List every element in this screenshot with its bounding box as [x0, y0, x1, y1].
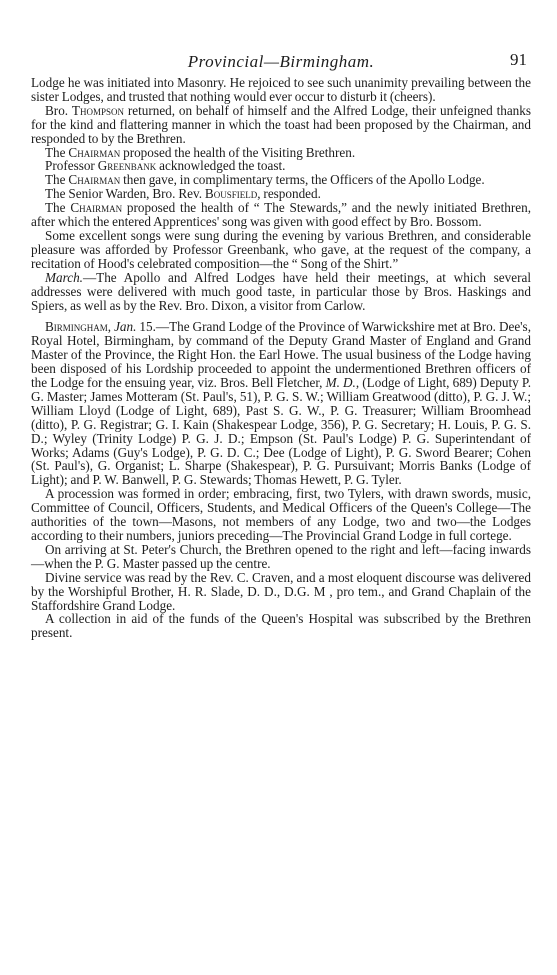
- paragraph: [31, 229, 531, 271]
- text-run: The: [45, 172, 69, 188]
- paragraph: [31, 187, 531, 201]
- text-run: The: [45, 144, 69, 160]
- text-run: , (Lodge of Light, 689) Deputy P. G. Master; James Motteram (St. Paul's, 51), P. G. S. W.; William Greatwood (ditto), P. G. J. W.; William Lloyd (Lodge of Light, 689), Past S. G. W., P. G. Treasurer; William Broomhead (ditto), P. G. Registrar; G. I. Kain (Shakespear Lodge, 356), P. G. Secretary; H. Louis, P. G. S. D.; Wyley (Trinity Lodge) P. G. J. D.; Empson (St. Paul's Lodge) P. G. Superintendant of Works; Adams (Guy's Lodge), P. G. D. C.; Dee (Lodge of Light), P. G. Sword Bearer; Cohen (St. Paul's), G. Organist; L. Sharpe (Shakespear), P. G. Pursuivant; Morris Banks (Lodge of Light); and P. W. Banwell, P. G. Stewards; Thomas Hewett, P. G. Tyler.: [31, 375, 532, 488]
- text-run: Bro.: [45, 102, 72, 118]
- paragraph: [31, 320, 531, 487]
- text-run: then gave, in complimentary terms, the Officers of the Apollo Lodge.: [120, 172, 485, 188]
- small-caps-name: Thompson: [71, 102, 124, 118]
- text-run: acknowledged the toast.: [156, 158, 286, 174]
- paragraph: [31, 159, 531, 173]
- body-text: [31, 76, 531, 640]
- book-page: [31, 50, 531, 640]
- paragraph: [31, 104, 531, 146]
- page-number: 91: [510, 50, 527, 69]
- small-caps-name: Chairman: [68, 144, 121, 160]
- text-run: proposed the health of “ The Stewards,” and the newly initiated Brethren, after which the entered Apprentices' song was given with good effect by Bro. Bossom.: [31, 200, 531, 230]
- small-caps-name: Chairman: [70, 200, 123, 216]
- small-caps-name: Bousfield: [204, 186, 258, 202]
- running-head: [31, 50, 531, 76]
- paragraph: [31, 271, 531, 313]
- small-caps-name: Birmingham: [45, 319, 108, 335]
- paragraph: [31, 571, 531, 613]
- paragraph: [31, 487, 531, 543]
- text-run: On arriving at St. Peter's Church, the Brethren opened to the right and left—facing inwards—when the P. G. Master passed up the centre.: [31, 541, 531, 571]
- paragraph: [31, 76, 531, 104]
- italic-text: Jan.: [114, 319, 137, 335]
- text-run: A collection in aid of the funds of the Queen's Hospital was subscribed by the Brethren present.: [31, 611, 531, 641]
- text-run: Divine service was read by the Rev. C. Craven, and a most eloquent discourse was delivered by the Worshipful Brother, H. R. Slade, D. D., D.G. M , pro tem., and Grand Chaplain of the Staffordshire Grand Lodge.: [31, 569, 531, 613]
- text-run: returned, on behalf of himself and the Alfred Lodge, their unfeigned thanks for the kind and flattering manner in which the toast had been proposed by the Chairman, and responded to by the Brethren.: [31, 102, 532, 146]
- text-run: 15.—The Grand Lodge of the Province of Warwickshire met at Bro. Dee's, Royal Hotel, Birmingham, by command of the Deputy Grand Master of England and Grand Master of the Province, the Right Hon. the Earl Howe. The usual business of the Lodge having been disposed of his Lordship proceeded to appoint the undermentioned Brethren officers of the Lodge for the ensuing year, viz. Bros. Bell Fletcher,: [31, 319, 531, 391]
- text-run: The: [45, 200, 71, 216]
- text-run: Some excellent songs were sung during the evening by various Brethren, and considerable pleasure was afforded by Professor Greenbank, who gave, at the request of the company, a recitation of Hood's celebrated composition—the “ Song of the Shirt.”: [31, 227, 531, 271]
- paragraph: [31, 146, 531, 160]
- italic-text: M. D.: [325, 375, 356, 391]
- paragraph: [31, 173, 531, 187]
- text-run: ,: [107, 319, 115, 335]
- paragraph: [31, 612, 531, 640]
- small-caps-name: Greenbank: [97, 158, 157, 174]
- paragraph: [31, 201, 531, 229]
- text-run: —The Apollo and Alfred Lodges have held their meetings, at which several addresses were delivered with much good taste, in particular those by Bros. Haskings and Spiers, as well as by the Rev. Bro. Dixon, a visitor from Carlow.: [31, 269, 531, 313]
- italic-text: March.: [45, 269, 83, 285]
- text-run: Professor: [45, 158, 98, 174]
- text-run: The Senior Warden, Bro. Rev.: [45, 186, 205, 202]
- text-run: Lodge he was initiated into Masonry. He rejoiced to see such unanimity prevailing between the sister Lodges, and trusted that nothing would ever occur to disturb it (cheers).: [31, 75, 531, 104]
- text-run: A procession was formed in order; embracing, first, two Tylers, with drawn swords, music, Committee of Council, Officers, Students, and Medical Officers of the Queen's College—The authorities of the town—Masons, not members of any Lodge, two and two—the Lodges according to their numbers, juniors preceding—The Provincial Grand Lodge in full cortege.: [31, 486, 531, 543]
- small-caps-name: Chairman: [68, 172, 121, 188]
- text-run: , responded.: [257, 186, 321, 202]
- text-run: proposed the health of the Visiting Brethren.: [120, 144, 356, 160]
- paragraph: [31, 543, 531, 571]
- running-title: Provincial—Birmingham.: [187, 52, 375, 71]
